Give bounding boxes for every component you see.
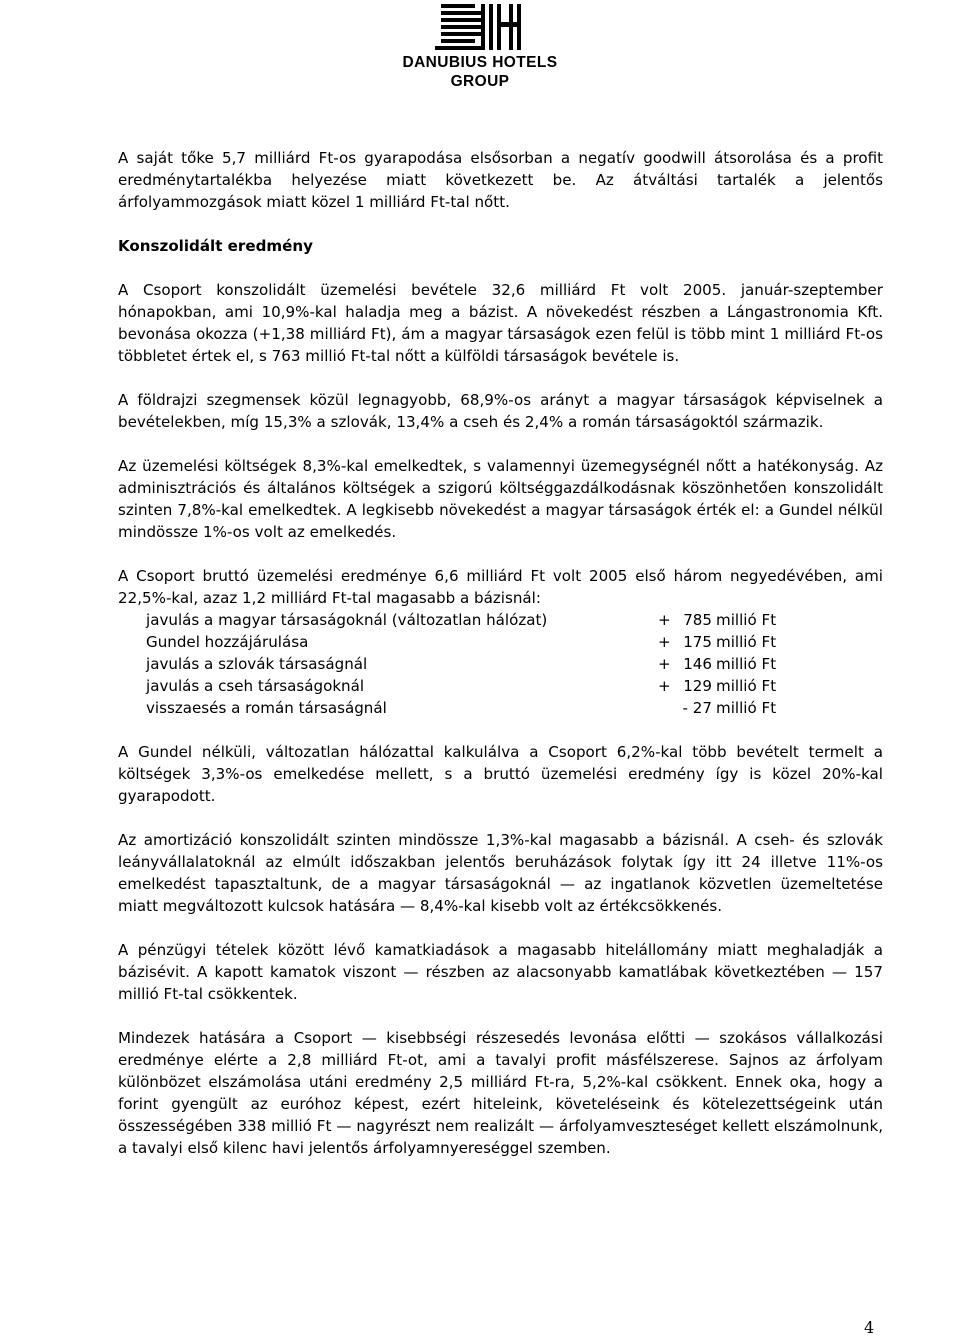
row-label: Gundel hozzájárulása <box>146 633 309 651</box>
row-value: 129 <box>683 677 712 695</box>
paragraph-equity: A saját tőke 5,7 milliárd Ft-os gyarapodása elsősorban a negatív goodwill átsorolása és a profit eredménytartalékba helyezése miatt következett be. Az átváltási tartalék a jelentős árfolyammozgások miatt közel 1 milliárd Ft-tal nőtt. <box>118 149 883 211</box>
danubius-logo-icon <box>435 2 525 50</box>
paragraph-segments: A földrajzi szegmensek közül legnagyobb, 68,9%-os arányt a magyar társaságok képviselnek a bevételekben, míg 15,3% a szlovák, 13,4% a cseh és 2,4% a román társaságoktól származik. <box>118 391 883 431</box>
section-heading: Konszolidált eredmény <box>118 237 313 255</box>
row-sign <box>658 697 672 719</box>
contribution-table <box>146 609 786 719</box>
row-value: - 27 <box>682 699 712 717</box>
row-value: 146 <box>683 655 712 673</box>
row-unit: millió Ft <box>716 633 777 651</box>
row-unit: millió Ft <box>716 677 777 695</box>
table-row <box>146 631 786 653</box>
paragraph-financial: A pénzügyi tételek között lévő kamatkiadások a magasabb hitelállomány miatt meghaladják a bázisévit. A kapott kamatok viszont — részben az alacsonyabb kamatlábak következtében — 157 millió Ft-tal csökkentek. <box>118 941 883 1003</box>
paragraph-costs: Az üzemelési költségek 8,3%-kal emelkedtek, s valamennyi üzemegységnél nőtt a hatékonyság. Az adminisztrációs és általános költségek a szigorú költséggazdálkodásnak köszönhetően konszolidált szinten 7,8%-kal emelkedtek. A legkisebb növekedést a magyar társaságok érték el: a Gundel nélkül mindössze 1%-os volt az emelkedés. <box>118 457 883 541</box>
row-value: 175 <box>683 633 712 651</box>
paragraph-gundel: A Gundel nélküli, változatlan hálózattal kalkulálva a Csoport 6,2%-kal több bevételt termelt a költségek 3,3%-os emelkedése mellett, s a bruttó üzemelési eredmény így is közel 20%-kal gyarapodott. <box>118 743 883 805</box>
row-unit: millió Ft <box>716 655 777 673</box>
page-number: 4 <box>864 1318 875 1337</box>
row-label: javulás a szlovák társaságnál <box>146 655 368 673</box>
table-row <box>146 697 786 719</box>
paragraph-gross-profit: A Csoport bruttó üzemelési eredménye 6,6 milliárd Ft volt 2005 első három negyedévében, ami 22,5%-kal, azaz 1,2 milliárd Ft-tal magasabb a bázisnál: <box>118 567 883 607</box>
row-sign: + <box>658 655 671 673</box>
row-unit: millió Ft <box>716 611 777 629</box>
paragraph-amortization: Az amortizáció konszolidált szinten mindössze 1,3%-kal magasabb a bázisnál. A cseh- és szlovák leányvállalatoknál az elmúlt időszakban jelentős beruházások folytak így itt 24 illetve 11%-os emelkedést tapasztaltunk, de a magyar társaságoknál — az ingatlanok közvetlen üzemeltetése miatt megváltozott kulcsok hatására — 8,4%-kal kisebb volt az értékcsökkenés. <box>118 831 883 915</box>
table-row <box>146 609 786 631</box>
logo-text-line2: GROUP <box>450 73 510 90</box>
paragraph-result: Mindezek hatására a Csoport — kisebbségi részesedés levonása előtti — szokásos vállalkozási eredménye elérte a 2,8 milliárd Ft-ot, ami a tavalyi profit másfélszerese. Sajnos az árfolyam különbözet elszámolása utáni eredmény 2,5 milliárd Ft-ra, 5,2%-kal csökkent. Ennek oka, hogy a forint gyengült az euróhoz képest, ezért hiteleink, követeléseink és kötelezettségeink után összességében 338 millió Ft — nagyrészt nem realizált — árfolyamveszteséget kellett elszámolnunk, a tavalyi első kilenc havi jelentős árfolyamnyereséggel szemben. <box>118 1029 883 1157</box>
row-sign: + <box>658 677 671 695</box>
table-row <box>146 675 786 697</box>
row-label: javulás a cseh társaságoknál <box>146 677 365 695</box>
logo-text-line1: DANUBIUS HOTELS <box>402 54 558 71</box>
company-logo <box>360 2 600 94</box>
row-label: javulás a magyar társaságoknál (változatlan hálózat) <box>146 611 548 629</box>
row-unit: millió Ft <box>716 699 777 717</box>
row-sign: + <box>658 633 671 651</box>
row-sign: + <box>658 611 671 629</box>
row-label: visszaesés a román társaságnál <box>146 699 387 717</box>
paragraph-revenue: A Csoport konszolidált üzemelési bevétele 32,6 milliárd Ft volt 2005. január-szeptember hónapokban, ami 10,9%-kal haladja meg a bázist. A növekedést részben a Lángastronomia Kft. bevonása okozza (+1,38 milliárd Ft), ám a magyar társaságok ezen felül is több mint 1 milliárd Ft-os többletet értek el, s 763 millió Ft-tal nőtt a külföldi társaságok bevétele is. <box>118 281 883 365</box>
table-row <box>146 653 786 675</box>
document-body <box>118 147 883 1181</box>
row-value: 785 <box>683 611 712 629</box>
